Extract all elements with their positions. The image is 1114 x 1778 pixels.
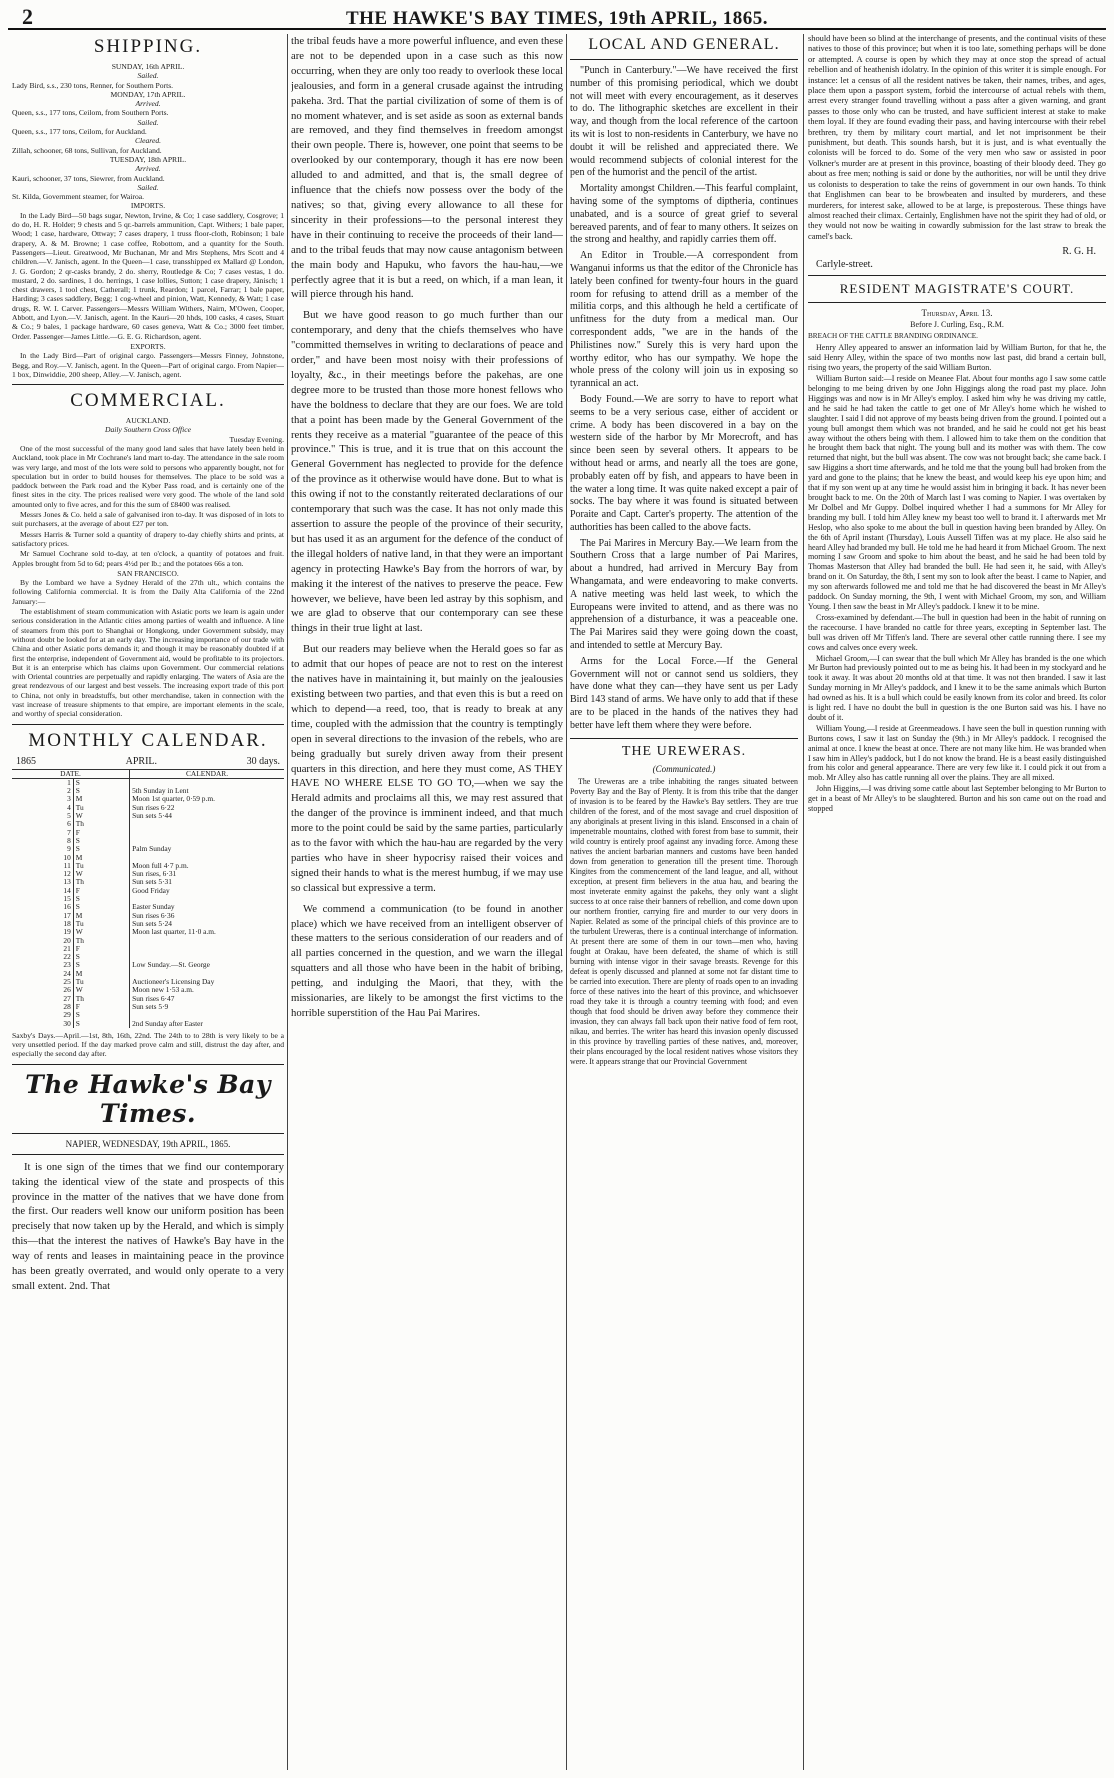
calendar-row (12, 945, 284, 953)
calendar-event (130, 829, 284, 837)
commercial-para: Mr Samuel Cochrane sold to-day, at ten o'clock, a quantity of potatoes and fruit. Apples brought from 5d to 6d; pears 4½d per lb.; and the potatoes 66s a ton. (12, 549, 284, 568)
editorial-para: the tribal feuds have a more powerful influence, and even these are not to be depended upon in a case such as this now occurring, when they are only too ready to overlook these local jealousies, and form in a general crusade against the intruding pakeha. 3rd. That the partial civilization of some of them is of no moment whatever, and is set aside as soon as external bands are removed, and they find themselves in freedom amongst their own people. There is, however, one point that seems to be overlooked by our contemporary, though it has ere now been alluded to and admitted, and that is, the small degree of influence that the chiefs now possess over the body of the natives; so that, giving every allowance to all these for sincerity in their professions—to the personal interest they have in their continuing to receive the proceeds of their land—and to the tribal feuds that may now cause antagonism between the main body and Hapuku, who favors the hau-hau,—we perfectly agree that it is but a reed, on which, if a man lean, it will pierce through his hand. (291, 35, 563, 301)
calendar-event: 5th Sunday in Lent (130, 787, 284, 795)
calendar-weekday: F (73, 1003, 129, 1011)
calendar-day-number: 10 (63, 852, 71, 862)
court-heading: RESIDENT MAGISTRATE'S COURT. (839, 281, 1075, 297)
court-para: John Higgins,—I was driving some cattle about last September belonging to Mr Burton to get in a beast of Mr Alley's to be slaughtered. Burton and his son came out on the road and stopped (808, 784, 1106, 814)
shipping-line: Sailed. (137, 182, 159, 192)
calendar-row (12, 928, 284, 936)
calendar-weekday: Tu (73, 920, 129, 928)
shipping-line: SUNDAY, 16th APRIL. (111, 62, 185, 71)
calendar-day-number: 17 (63, 910, 71, 920)
calendar-event: Sun rises 6·47 (130, 995, 284, 1003)
calendar-weekday: S (73, 787, 129, 795)
court-para: Henry Alley appeared to answer an information laid by William Burton, for that he, the said Henry Alley, within the space of two months now last past, did brand a certain bull, rising two years, the property of the said William Burton. (808, 343, 1106, 373)
calendar-row (12, 812, 284, 820)
shipping-line: TUESDAY, 18th APRIL. (109, 154, 187, 164)
court-case-title: BREACH OF THE CATTLE BRANDING ORDINANCE. (808, 332, 978, 341)
divider (808, 302, 1106, 303)
calendar-event: Easter Sunday (130, 903, 284, 911)
calendar-weekday: W (73, 870, 129, 878)
divider (12, 1064, 284, 1065)
calendar-weekday: S (73, 1020, 129, 1028)
calendar-day-number: 6 (67, 819, 71, 829)
editorial-para: It is one sign of the times that we find our contemporary taking the identical view of the state and prospects of this province in the matter of the natives that we have done from the first. Our readers well know our uniform position has been precisely that now taken up by the Herald, and which is simply this—that the interest the natives of Hawke's Bay have in the way of rents and leases in maintaining peace in the province has been greatly overrated, and would only operate to a very small extent. 2nd. That (12, 1160, 284, 1292)
calendar-event: Sun rises 6·22 (130, 804, 284, 812)
calendar-weekday: Tu (73, 862, 129, 870)
calendar-weekday: W (73, 812, 129, 820)
calendar-weekday: S (73, 953, 129, 961)
commercial-place-2: SAN FRANCISCO. (117, 568, 179, 578)
calendar-day-number: 2 (67, 786, 71, 796)
calendar-weekday: W (73, 986, 129, 994)
calendar-day-number: 22 (63, 952, 71, 962)
local-para: "Punch in Canterbury."—We have received the first number of this promising periodical, which we doubt not will meet with every encouragement, as it deserves to do. The lithographic sketches are excellent in their way, and though from the local reference of the cartoon its wit is lost to non-residents in Canterbury, we have no doubt it will be relished and appreciated there. We would recommend subjects of colonial interest for the pen of the humorist and the pencil of the artist. (570, 65, 798, 179)
calendar-day-number: 18 (63, 918, 71, 928)
commercial-para: One of the most successful of the many good land sales that have lately been held in Auckland, took place in Mr Cochrane's land mart to-day. The attendance in the sale room was very large, and most of the lots were sold to persons who apparently bought, not for speculation but in order to build houses for themselves. The place to be sold was a paddock between the Park road and the Kyber Pass road, and is certainly one of the finest sites in the city. The prices realised were very good. The whole of the land sold amounted only to five acres, and for this the sum of £8400 was realised. (12, 443, 284, 509)
calendar-weekday: S (73, 1011, 129, 1019)
calendar-col-date: DATE. (60, 768, 81, 778)
local-para: Arms for the Local Force.—If the General Government will not or cannot send us soldiers, they have done what they can—they have sent us per Lady Bird 143 stand of arms. We have only to add that if these are to be placed in the hands of the natives they had better have left them where they were before. (570, 655, 798, 731)
editorial-para: But our readers may believe when the Herald goes so far as to admit that our hopes of peace are not to rest on the interest the natives have in maintaining it, but mainly on the jealousies existing between two parties, and that even this is but a reed on which to depend—a reed, too, that is ready to break at any time, coupled with the admission that the country is temptingly open in several directions to the invasion of the rebels, who are being gradually but surely driven away from their present quarters in this direction, and here they must come, AS THEY HAVE NO WHERE ELSE TO GO TO,—when we say the Herald admits and proclaims all this, we may rest assured that the danger of the province is imminent indeed, and that much more to the point could be said by the same parties, particularly as to the favor with which the hau-hau are regarded by the very parties who have in sheer hypocrisy raised their voices and signed their hands to what is the merest humbug, if we may use so classical but expressive a term. (291, 643, 563, 894)
shipping-heading: SHIPPING. (93, 36, 203, 57)
divider (570, 59, 798, 60)
calendar-weekday: M (73, 854, 129, 862)
calendar-weekday: Th (73, 878, 129, 886)
calendar-heading: MONTHLY CALENDAR. (28, 729, 268, 751)
shipping-line: Queen, s.s., 177 tons, Ceilom, for Auckland. (12, 127, 147, 137)
calendar-month: APRIL. (125, 755, 158, 767)
shipping-line: Zillah, schooner, 68 tons, Sullivan, for Auckland. (12, 145, 162, 155)
calendar-day-number: 20 (63, 935, 71, 945)
page-number: 2 (22, 4, 33, 29)
calendar-weekday: W (73, 928, 129, 936)
calendar-day-number: 11 (63, 860, 71, 870)
divider (570, 738, 798, 739)
calendar-day-number: 15 (63, 894, 71, 904)
calendar-event: Sun rises 6·36 (130, 912, 284, 920)
calendar-weekday: S (73, 961, 129, 969)
calendar-event: Moon full 4·7 p.m. (130, 862, 284, 870)
calendar-row (12, 887, 284, 895)
calendar-weekday: M (73, 912, 129, 920)
calendar-weekday: S (73, 837, 129, 845)
urewera-heading: THE UREWERAS. (621, 743, 747, 759)
calendar-day-number: 4 (67, 802, 71, 812)
editorial-para: But we have good reason to go much further than our contemporary, and deny that the chiefs themselves who have "committed themselves in writing to declarations of peace and order," and have been most noisy with their professions of loyalty, &c., in their meetings before the pakehas, are one degree more to be trusted than those more honest fellows who have the boldness to declare that they are our foes. We are told that a point has been made by the General Government of the rents they receive as a material "guarantee of the peace of this province." This is true, and it is true that on this account the General Government has neglected to provide for the defence of the province as it otherwise would have done. But to what is this owing if not to the constantly reiterated declarations of our contemporary that such was the case. It has not only made this assertion to assure the people of the province of their security, but has used it as an argument for the defence of the conduct of the illegal holders of native land, in that they were an important agency in protecting Hawke's Bay from the horrors of war, by making it the interest of the natives to preserve the peace. Few however, we believe, have been led astray by this sophism, and we are glad to observe that our contemporary can see these things in their true light at last. (291, 309, 563, 635)
calendar-event: Moon last quarter, 11·0 a.m. (130, 928, 284, 936)
shipping-line: St. Kilda, Government steamer, for Wairoa. (12, 192, 145, 202)
court-para: William Young,—I reside at Greenmeadows. I have seen the bull in question running with Burtons cows, I saw it last on Sunday the (9th.) in Mr Alley's paddock. I recognised the animal at once. I knew the beast at once. There are not many like him. He was branded when I saw him in Alley's paddock, but I do not know the brand. He is a beast easily distinguished from his color and general appearance. There are very few like it. I could pick it out from a mob. Mr Alley also has cattle running all over the plains. They are all mixed. (808, 723, 1106, 783)
calendar-day-number: 29 (63, 1010, 71, 1020)
calendar-day-number: 1 (67, 777, 71, 787)
divider (808, 275, 1106, 276)
column-divider (287, 34, 288, 1770)
calendar-row (12, 937, 284, 945)
calendar-weekday: M (73, 970, 129, 978)
calendar-weekday: M (73, 795, 129, 803)
commercial-body-2 (12, 578, 284, 718)
column-4 (808, 34, 1106, 1772)
calendar-weekday: S (73, 845, 129, 853)
calendar-day-number: 13 (63, 877, 71, 887)
calendar-day-number: 5 (67, 811, 71, 821)
local-para: An Editor in Trouble.—A correspondent from Wanganui informs us that the editor of the Chronicle has lately been confined for twenty-four hours in the guard room for refusing to attend drill as a member of the militia corps, and this although he held a certificate of unfitness for the duty from a medical man. Our correspondent adds, "we are in the hands of the Philistines now." Surely this is very hard upon the worthy editor, who has our sympathy. We hope the whole press of the colony will join us in exposing so tyrannical an act. (570, 250, 798, 390)
shipping-line: Kauri, schooner, 37 tons, Siewrer, from Auckland. (12, 173, 165, 183)
calendar-header (12, 756, 284, 767)
calendar-event: Sun rises, 6·31 (130, 870, 284, 878)
local-para: The Pai Marires in Mercury Bay.—We learn from the Southern Cross that a large number of Pai Marires, about a hundred, had arrived in Mercury Bay from Whangamata, and were endeavoring to make converts. A native meeting was held last week, to which the Europeans were invited to attend, and as there was no apprehension of a disturbance, it was a peaceable one. The Pai Marires said they were going down the coast, and intended to settle at Mercury Bay. (570, 537, 798, 652)
calendar-event: Low Sunday.—St. George (130, 961, 284, 969)
shipping-line: Queen, s.s., 177 tons, Ceilom, from Southern Ports. (12, 108, 169, 118)
shipping-line: Sailed. (137, 71, 159, 81)
shipping-line: Cleared. (134, 136, 162, 146)
calendar-weekday: F (73, 945, 129, 953)
commercial-body (12, 444, 284, 568)
divider (12, 724, 284, 725)
column-divider (803, 34, 804, 1770)
calendar-day-number: 19 (63, 927, 71, 937)
calendar-weekday: F (73, 887, 129, 895)
page-title: THE HAWKE'S BAY TIMES, 19th APRIL, 1865. (345, 8, 769, 29)
calendar-row (12, 961, 284, 969)
commercial-para: By the Lombard we have a Sydney Herald of the 27th ult., which contains the following California commercial. It is from the Daily Alta California of the 22nd January:— (12, 578, 284, 606)
calendar-event: Palm Sunday (130, 845, 284, 853)
communication-continued: should have been so blind at the interchange of presents, and the continual visits of these natives to those of this province; but when it is too late, something perhaps will be done or attempted. A course is open by which they may at once stop the spread of actual rebellion and of heathenish idolatry. In the opinion of this writer it is simple enough. For instance: let a census of all the resident natives be taken, their names, tribes, and ages, place them upon a passport system, forbid the intercourse of actual rebels with them, arrest every stranger found travelling without a pass after a given warning, and grant passes to those only who can be trusted, and have sufficient interest at stake to make them loyal. If they are found evading their pass, and having intercourse with their rebel brethren, try them by military court martial, and let not imprisonment be their punishment, but death. This sounds harsh, but it is just, and is what eventually the colonists will be forced to do. Some of the very men who saw or assisted in poor Volkner's murder are at present in this province, boasting of their bloody deed. They go about as free men; nothing is said or done by the authorities, nor will be until they drive us colonists to desperation to take the reins of government in our own hands. To think that Englishmen can bear to be browbeaten and insulted by murderers, and these murderers, for interest sake, allowed to be at large, is preposterous. These things have almost reached their climax. Certainly, Englishmen have not the spirit they had of old, or they would not now be waiting in cowardly submission for the last straw to break the camel's back. (808, 34, 1106, 241)
shipping-line: MONDAY, 17th APRIL. (110, 89, 186, 99)
calendar-row (12, 829, 284, 837)
divider (12, 1154, 284, 1155)
nameplate: The Hawke's Bay Times. (25, 1069, 271, 1128)
signature: R. G. H. (1062, 246, 1096, 258)
calendar-days: 30 days. (246, 755, 280, 767)
urewera-para: The Ureweras are a tribe inhabiting the ranges situated between Poverty Bay and the Bay of Plenty. It is from this tribe that the danger of invasion is to be feared by the Hawke's Bay settlers. They are true children of the forest, and of the most savage and cruel disposition of any aboriginals at present living in this island. Ensconsed in a chain of impenetrable mountains, clothed with forest from base to summit, their wild country is entirely proof against any invading force. Among these natives the ancient barbarian manners and customs have been handed down from generation to generation till the present time. Thorough Kingites from the commencement of the land league, and all, without exception, at present firm believers in the atua hau, and bearing the most inveterate enmity against the pakehs, they only want a slight success to at once raise their banners of rebellion, and come down upon our northern frontier, carrying fire and murder to our very doors in Napier. Related as some of the principal chiefs of this province are to the turbulent Ureweras, there is a continual interchange of information. At present there are some of them in our town—men who, having fought at Orakau, have been defeated, the shame of which is still burning with intense vigor in their savage breasts. Revenge for this defeat is openly discussed and planned at some not far distant time to be carried into execution. There are plenty of roads open to an invading force of these natives into the heart of this province, and whichsoever road they take it is through a country teeming with food; and even though that food should be driven away before they commence their invasion, they can always fall back upon their native food of fern root, nikau, and berries. The writer has heard this invasion openly discussed in this province by travelling parties of these natives, and, moreover, their plans encouraged by the local resident natives whose visitors they were. It appears strange that our Provincial Government (570, 776, 798, 1066)
calendar-event: Sun sets 5·44 (130, 812, 284, 820)
calendar-event: Sun sets 5·9 (130, 1003, 284, 1011)
column-2 (291, 34, 563, 1772)
calendar-event: Sun sets 5·31 (130, 878, 284, 886)
shipping-line: IMPORTS. (130, 201, 166, 211)
calendar-event: Moon new 1·53 a.m. (130, 986, 284, 994)
local-heading: LOCAL AND GENERAL. (588, 36, 780, 53)
column-1 (12, 34, 284, 1772)
imports-text: In the Lady Bird—50 bags sugar, Newton, Irvine, & Co; 1 case saddlery, Cosgrove; 1 do do, H. R. Holder; 9 chests and 5 qr.-barrels ammunition, Capt. Withers; 1 bale paper, Wood; 1 case, hardware, Ottway; 7 cases drapery, 1 truss floor-cloth, Robinson; 1 bale drapery, A. & M. Browne; 1 case coffee, Robottom, and a quantity for the South. Passengers—Lieut. Greatwood, Mr Buchanan, Mr and Mrs Stephens, Mrs Scott and 4 children.—V. Janisch, agent. In the Queen—1 case, transshipped ex Mallard @ London, J. G. Gordon; 2 qr-casks brandy, 2 do. sherry, Routledge & Co; 7 cases vestas, 1 do. mustard, 2 do. sardines, 1 do. herrings, 1 case lollies, Sutton; 1 case drapery, Jänisch; 1 chest drawers, 1 tool chest, Catherall; 1 trunk, Reardon; 1 parcel, Farrar; 1 bale paper, Harding; 3 cases saddlery, Begg; 1 cog-wheel and pinion, Watt, Kennedy, & Watt; 1 case drugs, R. W. I. Carver. Passengers—Messrs William Withers, Nairn, M'Owen, Cooper, Abbott, and Lyon.—V. Janisch, agent. In the Kauri—20 hhds, 100 casks, 4 cases, Stuart & Co.; 9 bales, 1 package hardware, 60 cases geneva, Watt & Co.; 3000 feet timber, Order. Passenger—James Little.—G. E. G. Richardson, agent. (12, 210, 284, 341)
calendar-row (12, 820, 284, 828)
shipping-list (12, 62, 284, 211)
commercial-source: Daily Southern Cross Office (105, 425, 191, 435)
court-para: William Burton said:—I reside on Meanee Flat. About four months ago I saw some cattle belonging to me being driven by one John Higgings along the road past my place. John Higgings was and now is in Mr Alley's employ. I asked him why he was driving my cattle, and he said he had taken the cattle to get one of Mr Alley's home which he wished to slaughter. I said I did not approve of my beasts being driven from the ground. I pointed out a young bull amongst them which was not branded, and he said he could not get his beast away without the others being with them. I allowed him to take them on the condition that he brought them back that night. The young bull and its mother was with them. The cow returned that night, but the bull was absent. The cow was not brought back; she came back. I saw Higgins a short time afterwards, and he told me that the young bull had broken from the yard and gone to the plains; that he knew the beast, and would keep his eye upon him; and that if my son went up at any time he would assist him in bringing it back. It has never been brought back to me. On the 20th of March last I was coming to Napier. I was overtaken by Mr Dolbel and Mr Guppy. Dolbel inquired whether I had a summons for Mr Alley for branding my bull. I told him Alley knew my beast too well to brand it. I afterwards met Mr Heslop, who also spoke to me about the bull in question having been branded by Alley. On the 6th of April instant (Thursday), Louis Aussell Tiffen was at my place. He also said he heard Alley had branded my bull. He told me he had heard it from Michael Groom. The next morning I saw Groom and spoke to him about the beast, and he said he had been told by Thomas Masterson that Alley had branded the bull. He had seen it, he said, with Alley's brand on it. On Saturday, the 8th, I sent my son to look after the beast. I came to Napier, and my son afterwards followed me and told me that he had discovered the beast in Mr Alley's paddock. On Sunday morning, the 9th, I went with Michael Groom, my son, and William Young. I then saw the beast in Mr Alley's paddock. I knew it to be mine. (808, 374, 1106, 611)
calendar-weekday: Th (73, 995, 129, 1003)
shipping-line: Sailed. (137, 117, 159, 127)
signature-address: Carlyle-street. (816, 259, 873, 271)
calendar-day-number: 27 (63, 993, 71, 1003)
calendar-row (12, 1020, 284, 1028)
calendar-day-number: 7 (67, 827, 71, 837)
calendar-row (12, 1003, 284, 1011)
calendar-weekday: S (73, 903, 129, 911)
calendar-event (130, 820, 284, 828)
calendar-day-number: 12 (63, 869, 71, 879)
calendar-day-number: 14 (63, 885, 71, 895)
calendar-day-number: 21 (63, 943, 71, 953)
court-date: Thursday, April 13. (921, 308, 993, 319)
court-para: Michael Groom,—I can swear that the bull which Mr Alley has branded is the one which Mr Burton had previously pointed out to me as being his. It had been in my stockyard and he took it away. It was about 20 months old at that time. It was not then branded. I saw it last Sunday morning in Mr Alley's paddock, and I knew it to be the same animals which Burton had owned as his. It is a bull which could be easily known from its color and breed. Its color is light red. I have no doubt the bull in question is the one Burton said was his. I have no doubt of it. (808, 653, 1106, 722)
masthead (8, 6, 1106, 30)
calendar-day-number: 9 (67, 844, 71, 854)
calendar-day-number: 8 (67, 835, 71, 845)
calendar-day-number: 3 (67, 794, 71, 804)
calendar-weekday: S (73, 778, 129, 787)
calendar-day-number: 24 (63, 968, 71, 978)
commercial-para: The establishment of steam communication with Asiatic ports we learn is again under serious consideration in the Atlantic cities among parties of wealth and influence. A line of steamers from this port to Shanghai or Hongkong, under Government subsidy, may without doubt be looked for at an early day. The increasing importance of our trade with China and other Asiatic ports demands it; and though it may be reasonably doubted if at first the enterprise, independent of Government aid, would be profitable to its projectors. But it is an enterprise which has claims upon Government. Our commercial relations with Oriental countries are perpetually and rapidly enlarging. The waters of Asia are the great rendezvous of our largest and best vessels. The increasing export trade of this port to China, not only in breadstuffs, but other merchandise, taken in connection with the vast increase of treasure shipments to that empire, are important elements in the scale, and worthy of special consideration. (12, 607, 284, 719)
calendar-event: Moon 1st quarter, 0·59 p.m. (130, 795, 284, 803)
commercial-heading: COMMERCIAL. (70, 390, 226, 412)
calendar-event: Good Friday (130, 887, 284, 895)
calendar-day-number: 28 (63, 1001, 71, 1011)
calendar-event: 2nd Sunday after Easter (130, 1020, 284, 1028)
urewera-subheading: (Communicated.) (652, 763, 716, 774)
editorial-dateline: NAPIER, WEDNESDAY, 19th APRIL, 1865. (65, 1138, 231, 1149)
commercial-para: Messrs Jones & Co. held a sale of galvanised iron to-day. It was disposed of in lots to suit purchasers, at the average of about £27 per ton. (12, 510, 284, 529)
local-para: Mortality amongst Children.—This fearful complaint, having some of the symptoms of diptheria, continues unabated, and is a source of great grief to several bereaved parents, and of fear to many others. It seizes on the strong and healthy, and rapidly carries them off. (570, 183, 798, 246)
commercial-date: Tuesday Evening. (229, 434, 284, 444)
calendar-event (130, 945, 284, 953)
divider (12, 1133, 284, 1134)
shipping-line: Arrived. (135, 99, 161, 109)
exports-heading: EXPORTS. (130, 341, 166, 351)
calendar-event: Sun sets 5·24 (130, 920, 284, 928)
column-3 (570, 34, 798, 1772)
calendar-day-number: 25 (63, 977, 71, 987)
column-divider (566, 34, 567, 1770)
calendar-weekday: Th (73, 937, 129, 945)
court-before: Before J. Curling, Esq., R.M. (910, 320, 1004, 330)
divider (12, 384, 284, 385)
calendar-weekday: S (73, 895, 129, 903)
calendar-weekday: Tu (73, 804, 129, 812)
commercial-para: Messrs Harris & Turner sold a quantity of drapery to-day chiefly shirts and prints, at satisfactory prices. (12, 529, 284, 548)
calendar-weekday: F (73, 829, 129, 837)
calendar-event: Auctioneer's Licensing Day (130, 978, 284, 986)
exports-text: In the Lady Bird—Part of original cargo. Passengers—Messrs Finney, Johnstone, Begg, and Roy.—V. Janisch, agent. In the Queen—Part of original cargo. From Napier—1 box, Dinwiddie, 200 sheep, Alley.—V. Janisch, agent. (12, 351, 284, 379)
calendar-weekday: Tu (73, 978, 129, 986)
calendar-weekday: Th (73, 820, 129, 828)
calendar-day-number: 26 (63, 985, 71, 995)
commercial-place: AUCKLAND. (125, 416, 171, 426)
calendar-col-calendar: CALENDAR. (130, 769, 284, 778)
calendar-year: 1865 (16, 755, 36, 767)
shipping-line: Arrived. (135, 164, 161, 174)
calendar-day-number: 30 (63, 1018, 71, 1028)
shipping-line: Lady Bird, s.s., 230 tons, Renner, for Southern Ports. (12, 80, 174, 90)
calendar-day-number: 23 (63, 960, 71, 970)
calendar-event (130, 937, 284, 945)
calendar-row (12, 845, 284, 853)
calendar-note: Saxby's Days.—April.—1st, 8th, 16th, 22nd. The 24th to to 28th is very likely to be a very unsettled period. If the day marked prove calm and still, distrust the day after, and especially the second day after. (12, 1030, 284, 1059)
calendar-table (12, 769, 284, 1028)
calendar-day-number: 16 (63, 902, 71, 912)
editorial-para: We commend a communication (to be found in another place) which we have received from an intelligent observer of these matters to the serious consideration of our readers and of all parties concerned in the question, and we warn the illegal squatters and all those who have been in the habit of bribing, petting, and indulging the Maori, that they, with the missionaries, are likely to be amongst the first victims to the horrible superstition of the Hau Pai Marires. (291, 902, 563, 1019)
court-para: Cross-examined by defendant.—The bull in question had been in the habit of running on the racecourse. I have branded no cattle for three years, excepting in September last. The bull was driven off Mr Tiffen's land. There are several other cattle running there. I see my cows and calves once every week. (808, 612, 1106, 652)
local-para: Body Found.—We are sorry to have to report what seems to be a very serious case, either of accident or crime. A body has been discovered in a bay on the western side of the harbor by Mr Morecroft, and has since been seen by several others. It appears to be without head or arms, and nearly all the toes are gone, probably eaten off by fish, and appears to have been in the water a long time. It was quite naked except a pair of socks. The bay where it was found is situated between Poraite and Capt. Carter's property. The attention of the authorities has been called to the above facts. (570, 393, 798, 533)
